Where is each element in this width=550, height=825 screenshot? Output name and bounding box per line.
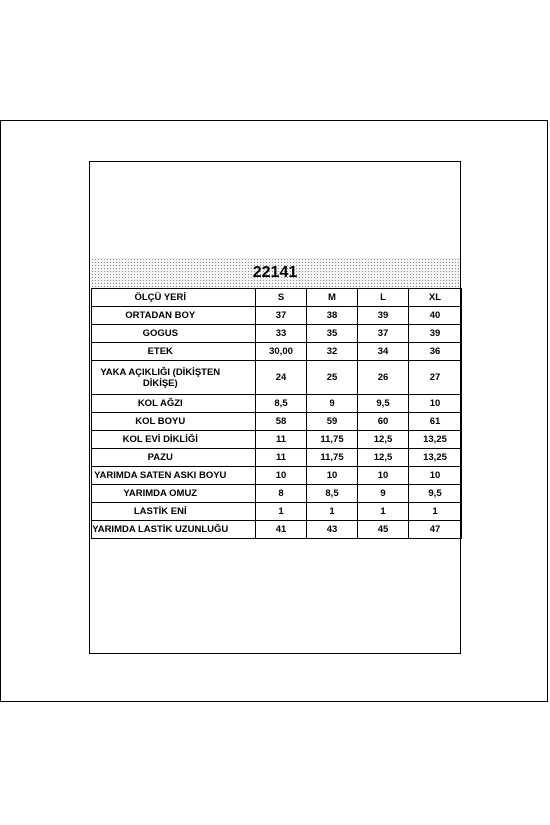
spacer-cell (229, 343, 256, 361)
cell-value: 58 (256, 413, 307, 431)
cell-value: 10 (256, 467, 307, 485)
size-header-l: L (358, 289, 409, 307)
cell-value: 36 (409, 343, 462, 361)
table-row (92, 431, 462, 449)
spacer-cell (229, 361, 256, 395)
cell-value: 11,75 (307, 449, 358, 467)
table-row (92, 449, 462, 467)
cell-value: 9,5 (409, 485, 462, 503)
spacer-cell (229, 325, 256, 343)
cell-value: 10 (358, 467, 409, 485)
cell-value: 26 (358, 361, 409, 395)
cell-value: 24 (256, 361, 307, 395)
row-label: YARIMDA SATEN ASKI BOYU (92, 467, 229, 485)
cell-value: 30,00 (256, 343, 307, 361)
header-label: ÖLÇÜ YERİ (92, 289, 229, 307)
cell-value: 9,5 (358, 395, 409, 413)
row-label: GOGUS (92, 325, 229, 343)
cell-value: 13,25 (409, 431, 462, 449)
row-label: KOL BOYU (92, 413, 229, 431)
spacer-cell (229, 449, 256, 467)
cell-value: 11 (256, 449, 307, 467)
cell-value: 33 (256, 325, 307, 343)
cell-value: 60 (358, 413, 409, 431)
cell-value: 41 (256, 521, 307, 539)
row-label: ETEK (92, 343, 229, 361)
spacer-cell (229, 503, 256, 521)
table-row (92, 395, 462, 413)
size-table (91, 288, 462, 539)
row-label: KOL AĞZI (92, 395, 229, 413)
cell-value: 38 (307, 307, 358, 325)
cell-value: 10 (307, 467, 358, 485)
cell-value: 43 (307, 521, 358, 539)
cell-value: 10 (409, 467, 462, 485)
cell-value: 32 (307, 343, 358, 361)
cell-value: 1 (256, 503, 307, 521)
spacer-cell (229, 289, 256, 307)
row-label: PAZU (92, 449, 229, 467)
spacer-cell (229, 413, 256, 431)
cell-value: 1 (307, 503, 358, 521)
row-label: YAKA AÇIKLIĞI (DİKİŞTEN DİKİŞE) (92, 361, 229, 395)
cell-value: 59 (307, 413, 358, 431)
table-row (92, 325, 462, 343)
cell-value: 8,5 (256, 395, 307, 413)
table-row (92, 413, 462, 431)
table-row (92, 503, 462, 521)
cell-value: 37 (358, 325, 409, 343)
table-row (92, 361, 462, 395)
table-row (92, 521, 462, 539)
product-code: 22141 (252, 264, 298, 281)
spacer-cell (229, 307, 256, 325)
cell-value: 1 (409, 503, 462, 521)
cell-value: 8,5 (307, 485, 358, 503)
cell-value: 10 (409, 395, 462, 413)
table-header-row (92, 289, 462, 307)
spacer-cell (229, 521, 256, 539)
size-chart-sheet (89, 161, 461, 654)
table-row (92, 307, 462, 325)
table-row (92, 343, 462, 361)
cell-value: 8 (256, 485, 307, 503)
cell-value: 12,5 (358, 431, 409, 449)
cell-value: 9 (358, 485, 409, 503)
product-code-band (91, 258, 459, 288)
cell-value: 40 (409, 307, 462, 325)
row-label: YARIMDA OMUZ (92, 485, 229, 503)
row-label: ORTADAN BOY (92, 307, 229, 325)
row-label: LASTİK ENİ (92, 503, 229, 521)
spacer-cell (229, 431, 256, 449)
cell-value: 9 (307, 395, 358, 413)
cell-value: 1 (358, 503, 409, 521)
spacer-cell (229, 467, 256, 485)
cell-value: 45 (358, 521, 409, 539)
cell-value: 11,75 (307, 431, 358, 449)
table-row (92, 485, 462, 503)
cell-value: 39 (358, 307, 409, 325)
row-label: KOL EVİ DİKLİĞİ (92, 431, 229, 449)
spacer-cell (229, 395, 256, 413)
cell-value: 34 (358, 343, 409, 361)
cell-value: 12,5 (358, 449, 409, 467)
cell-value: 61 (409, 413, 462, 431)
cell-value: 37 (256, 307, 307, 325)
cell-value: 35 (307, 325, 358, 343)
size-header-m: M (307, 289, 358, 307)
cell-value: 47 (409, 521, 462, 539)
size-header-s: S (256, 289, 307, 307)
cell-value: 39 (409, 325, 462, 343)
spacer-cell (229, 485, 256, 503)
table-row (92, 467, 462, 485)
row-label: YARIMDA LASTİK UZUNLUĞU (92, 521, 229, 539)
cell-value: 25 (307, 361, 358, 395)
size-header-xl: XL (409, 289, 462, 307)
cell-value: 11 (256, 431, 307, 449)
cell-value: 13,25 (409, 449, 462, 467)
cell-value: 27 (409, 361, 462, 395)
